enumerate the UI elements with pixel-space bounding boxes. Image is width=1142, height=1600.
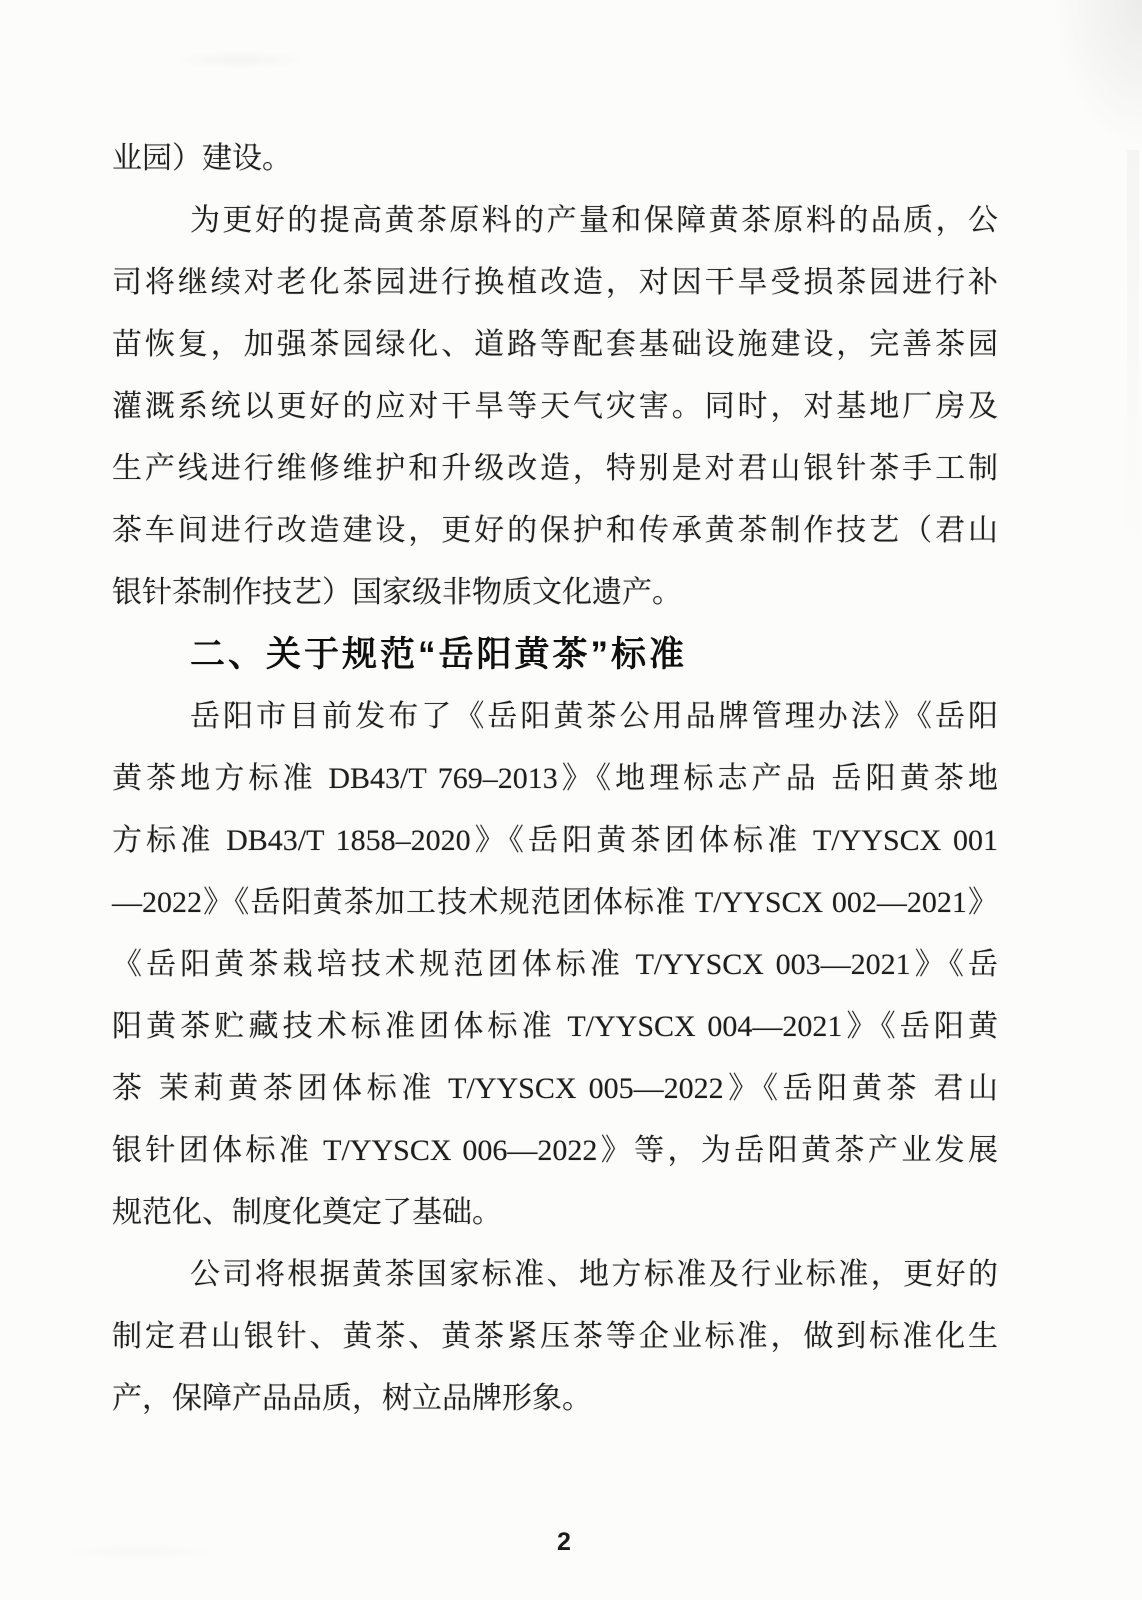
section-heading: 二、关于规范“岳阳黄茶”标准 — [190, 635, 688, 674]
scan-artifact — [1127, 150, 1139, 570]
text-line: 岳阳市目前发布了《岳阳黄茶公用品牌管理办法》《岳阳 — [190, 700, 998, 733]
text-line: 制定君山银针、黄茶、黄茶紧压茶等企业标准，做到标准化生 — [112, 1320, 998, 1353]
text-line: 产，保障产品品质，树立品牌形象。 — [112, 1382, 592, 1415]
text-line: 银针茶制作技艺）国家级非物质文化遗产。 — [112, 576, 682, 609]
page-number: 2 — [557, 1528, 571, 1556]
text-line: 茶车间进行改造建设，更好的保护和传承黄茶制作技艺（君山 — [112, 514, 998, 547]
text-line: 业园）建设。 — [112, 142, 292, 175]
text-line: —2022》《岳阳黄茶加工技术规范团体标准 T/YYSCX 002—2021》 — [112, 886, 998, 919]
text-line: 茶 茉莉黄茶团体标准 T/YYSCX 005—2022》《岳阳黄茶 君山 — [112, 1072, 998, 1105]
text-line: 黄茶地方标准 DB43/T 769–2013》《地理标志产品 岳阳黄茶地 — [112, 762, 998, 795]
text-line: 规范化、制度化奠定了基础。 — [112, 1196, 502, 1229]
text-line: 《岳阳黄茶栽培技术规范团体标准 T/YYSCX 003—2021》《岳 — [112, 948, 998, 981]
text-line: 司将继续对老化茶园进行换植改造，对因干旱受损茶园进行补 — [112, 266, 998, 299]
text-line: 银针团体标准 T/YYSCX 006—2022》等，为岳阳黄茶产业发展 — [112, 1134, 998, 1167]
text-line: 灌溉系统以更好的应对干旱等天气灾害。同时，对基地厂房及 — [112, 390, 998, 423]
scan-artifact — [1052, 0, 1142, 150]
text-line: 苗恢复，加强茶园绿化、道路等配套基础设施建设，完善茶园 — [112, 328, 998, 361]
document-text — [112, 128, 998, 1430]
text-line: 方标准 DB43/T 1858–2020》《岳阳黄茶团体标准 T/YYSCX 001 — [112, 824, 998, 857]
text-line: 为更好的提高黄茶原料的产量和保障黄茶原料的品质，公 — [190, 204, 998, 237]
scan-artifact — [60, 1544, 220, 1560]
scan-artifact — [170, 50, 310, 70]
text-line: 公司将根据黄茶国家标准、地方标准及行业标准，更好的 — [190, 1258, 998, 1291]
text-line: 阳黄茶贮藏技术标准团体标准 T/YYSCX 004—2021》《岳阳黄 — [112, 1010, 998, 1043]
text-line: 生产线进行维修维护和升级改造，特别是对君山银针茶手工制 — [112, 452, 998, 485]
